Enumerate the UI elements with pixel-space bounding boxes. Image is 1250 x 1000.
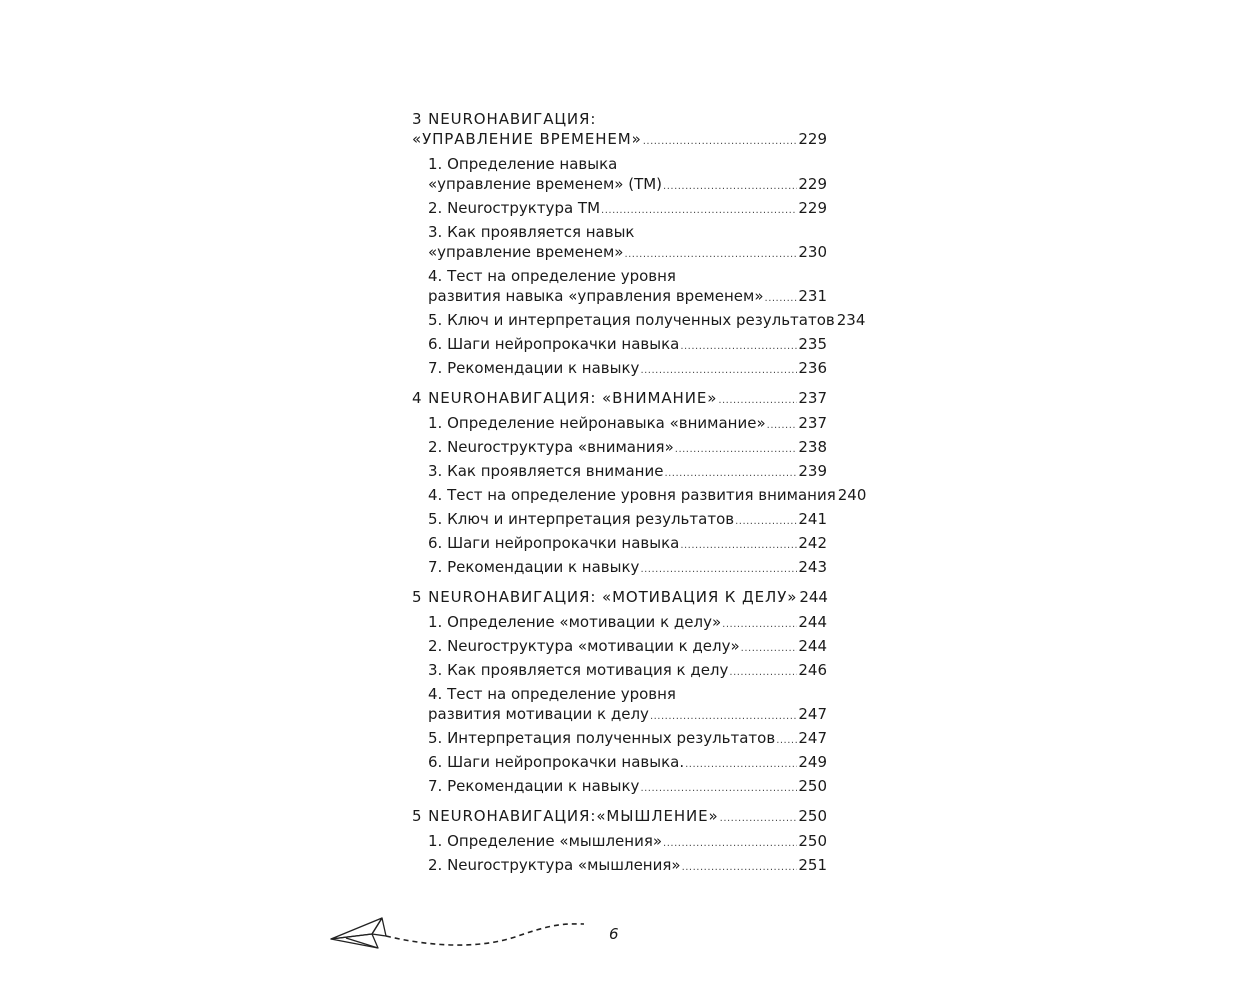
toc-entry-text: 6. Шаги нейропрокачки навыка. [428, 753, 685, 771]
toc-entry-text: 1. Определение навыка [428, 155, 618, 173]
toc-entry [412, 358, 827, 378]
toc-entry-line [428, 286, 827, 306]
toc-entry-text: 5. Ключ и интерпретация результатов [428, 510, 735, 528]
toc-entry-line [428, 660, 827, 680]
toc-chapter [412, 109, 866, 378]
page-number: 6 [609, 925, 619, 943]
toc-entry [412, 776, 827, 796]
dot-leader [675, 443, 798, 457]
toc-entry-line [428, 310, 866, 330]
toc-page-number: 234 [836, 311, 866, 329]
dot-leader [685, 758, 797, 772]
toc-page-number: 230 [798, 243, 827, 261]
toc-chapter [412, 806, 827, 875]
toc-page-number: 247 [798, 729, 827, 747]
toc-entry-text: «управление временем» (ТМ) [428, 175, 663, 193]
toc-entry [412, 310, 866, 330]
dot-leader [741, 642, 798, 656]
toc-page-number: 229 [798, 175, 827, 193]
toc-entry-text: 2. Neurоструктура «внимания» [428, 438, 674, 456]
toc-entry [412, 636, 827, 656]
dot-leader [718, 394, 797, 408]
toc-chapter [412, 587, 827, 796]
toc-entry [412, 485, 867, 505]
toc-entry [412, 660, 827, 680]
table-of-contents [412, 109, 867, 885]
toc-page-number: 229 [798, 130, 827, 148]
toc-entry-line [428, 509, 827, 529]
dot-leader [663, 180, 797, 194]
toc-entry-text: 4 NEURОНАВИГАЦИЯ: «ВНИМАНИЕ» [412, 389, 718, 407]
dot-leader [640, 364, 797, 378]
toc-entry [412, 855, 827, 875]
dot-leader [765, 292, 798, 306]
toc-page-number: 235 [798, 335, 827, 353]
toc-entry [412, 684, 827, 724]
toc-entry-text: 6. Шаги нейропрокачки навыка [428, 335, 680, 353]
toc-entry-line [428, 728, 827, 748]
toc-entry-line [428, 636, 827, 656]
toc-entry-text: 7. Рекомендации к навыку [428, 558, 640, 576]
toc-page-number: 242 [798, 534, 827, 552]
dot-leader [729, 666, 797, 680]
toc-page-number: 247 [798, 705, 827, 723]
toc-entry [412, 222, 827, 262]
toc-entry [412, 509, 827, 529]
toc-entry-text: 7. Рекомендации к навыку [428, 777, 640, 795]
toc-page-number: 244 [798, 637, 827, 655]
toc-page-number: 237 [798, 389, 827, 407]
toc-entry-text: 3. Как проявляется внимание [428, 462, 664, 480]
toc-entry-text: 5. Интерпретация полученных результатов [428, 729, 776, 747]
toc-entry-text: 2. Neurоструктура ТМ [428, 199, 601, 217]
dot-leader [643, 135, 798, 149]
toc-entry-line [428, 855, 827, 875]
toc-entry-line [428, 485, 867, 505]
dot-leader [722, 618, 797, 632]
toc-page-number: 250 [798, 807, 827, 825]
toc-entry-line [428, 413, 827, 433]
toc-entry-line [428, 776, 827, 796]
toc-chapter [412, 388, 867, 577]
toc-chapter-heading [412, 388, 827, 408]
dot-leader [601, 204, 797, 218]
toc-page-number: 231 [798, 287, 827, 305]
toc-entry-line [428, 752, 827, 772]
toc-entry-text: «управление временем» [428, 243, 624, 261]
toc-entry-line [428, 612, 827, 632]
toc-entry-text: развития мотивации к делу [428, 705, 649, 723]
toc-entry-line [428, 334, 827, 354]
toc-entry [412, 461, 827, 481]
toc-entry-line [412, 129, 827, 149]
toc-entry-text: 5 NEURОНАВИГАЦИЯ:«МЫШЛЕНИЕ» [412, 807, 719, 825]
dot-leader [720, 812, 798, 826]
toc-entry-text: 4. Тест на определение уровня развития внимания [428, 486, 836, 504]
toc-entry-text: 1. Определение «мышления» [428, 832, 663, 850]
toc-entry-text: 4. Тест на определение уровня [428, 267, 676, 285]
dot-leader [640, 782, 797, 796]
toc-entry [412, 413, 827, 433]
toc-entry-line [428, 704, 827, 724]
toc-entry-line [428, 198, 827, 218]
toc-entry-line [428, 461, 827, 481]
toc-page-number: 240 [837, 486, 867, 504]
toc-page-number: 250 [798, 777, 827, 795]
dot-leader [650, 710, 797, 724]
toc-entry-line [428, 242, 827, 262]
toc-entry-line [412, 388, 827, 408]
toc-entry-line [428, 358, 827, 378]
toc-entry-text: 5. Ключ и интерпретация полученных результатов [428, 311, 835, 329]
toc-chapter-heading [412, 587, 827, 607]
toc-entry-text: 3. Как проявляется навык [428, 223, 635, 241]
toc-entry-text: 4. Тест на определение уровня [428, 685, 676, 703]
toc-entry-text: развития навыка «управления временем» [428, 287, 764, 305]
toc-page-number: 229 [798, 199, 827, 217]
toc-entry [412, 831, 827, 851]
toc-entry-line [428, 437, 827, 457]
toc-entry-text: 5 NEURОНАВИГАЦИЯ: «МОТИВАЦИЯ К ДЕЛУ» [412, 588, 798, 606]
dot-leader [767, 419, 798, 433]
toc-page-number: 243 [798, 558, 827, 576]
toc-entry-text: «УПРАВЛЕНИЕ ВРЕМЕНЕМ» [412, 130, 642, 148]
toc-entry [412, 728, 827, 748]
toc-chapter-heading [412, 109, 827, 149]
toc-entry [412, 198, 827, 218]
toc-page-number: 250 [798, 832, 827, 850]
dot-leader [664, 467, 797, 481]
toc-entry-text: 6. Шаги нейропрокачки навыка [428, 534, 680, 552]
toc-entry [412, 437, 827, 457]
toc-page-number: 249 [798, 753, 827, 771]
toc-entry [412, 266, 827, 306]
toc-entry-text: 1. Определение «мотивации к делу» [428, 613, 722, 631]
toc-chapter-heading [412, 806, 827, 826]
toc-entry-line [412, 587, 827, 607]
toc-entry [412, 533, 827, 553]
toc-entry-line [428, 557, 827, 577]
toc-entry [412, 612, 827, 632]
toc-page-number: 241 [798, 510, 827, 528]
dot-leader [682, 861, 798, 875]
dot-leader [680, 539, 797, 553]
toc-entry [412, 154, 827, 194]
toc-page-number: 239 [798, 462, 827, 480]
dot-leader [663, 837, 797, 851]
dot-leader [776, 734, 797, 748]
toc-entry-text: 3. Как проявляется мотивация к делу [428, 661, 729, 679]
toc-page-number: 246 [798, 661, 827, 679]
toc-entry-text: 2. Neurоструктура «мышления» [428, 856, 681, 874]
toc-page-number: 236 [798, 359, 827, 377]
toc-entry-line [428, 831, 827, 851]
toc-entry-line [428, 174, 827, 194]
toc-entry-text: 3 NEURОНАВИГАЦИЯ: [412, 110, 597, 128]
toc-page-number: 238 [798, 438, 827, 456]
toc-page-number: 237 [798, 414, 827, 432]
toc-entry-line [428, 533, 827, 553]
toc-page-number: 251 [798, 856, 827, 874]
toc-entry [412, 334, 827, 354]
paper-plane-icon [328, 912, 588, 954]
toc-entry-text: 1. Определение нейронавыка «внимание» [428, 414, 766, 432]
toc-page-number: 244 [798, 613, 827, 631]
toc-entry-text: 7. Рекомендации к навыку [428, 359, 640, 377]
dot-leader [735, 515, 797, 529]
toc-entry-text: 2. Neurоструктура «мотивации к делу» [428, 637, 740, 655]
toc-entry [412, 752, 827, 772]
toc-page-number: 244 [799, 588, 828, 606]
toc-entry-line [412, 806, 827, 826]
dot-leader [640, 563, 797, 577]
toc-entry [412, 557, 827, 577]
dot-leader [680, 340, 797, 354]
dot-leader [624, 248, 797, 262]
